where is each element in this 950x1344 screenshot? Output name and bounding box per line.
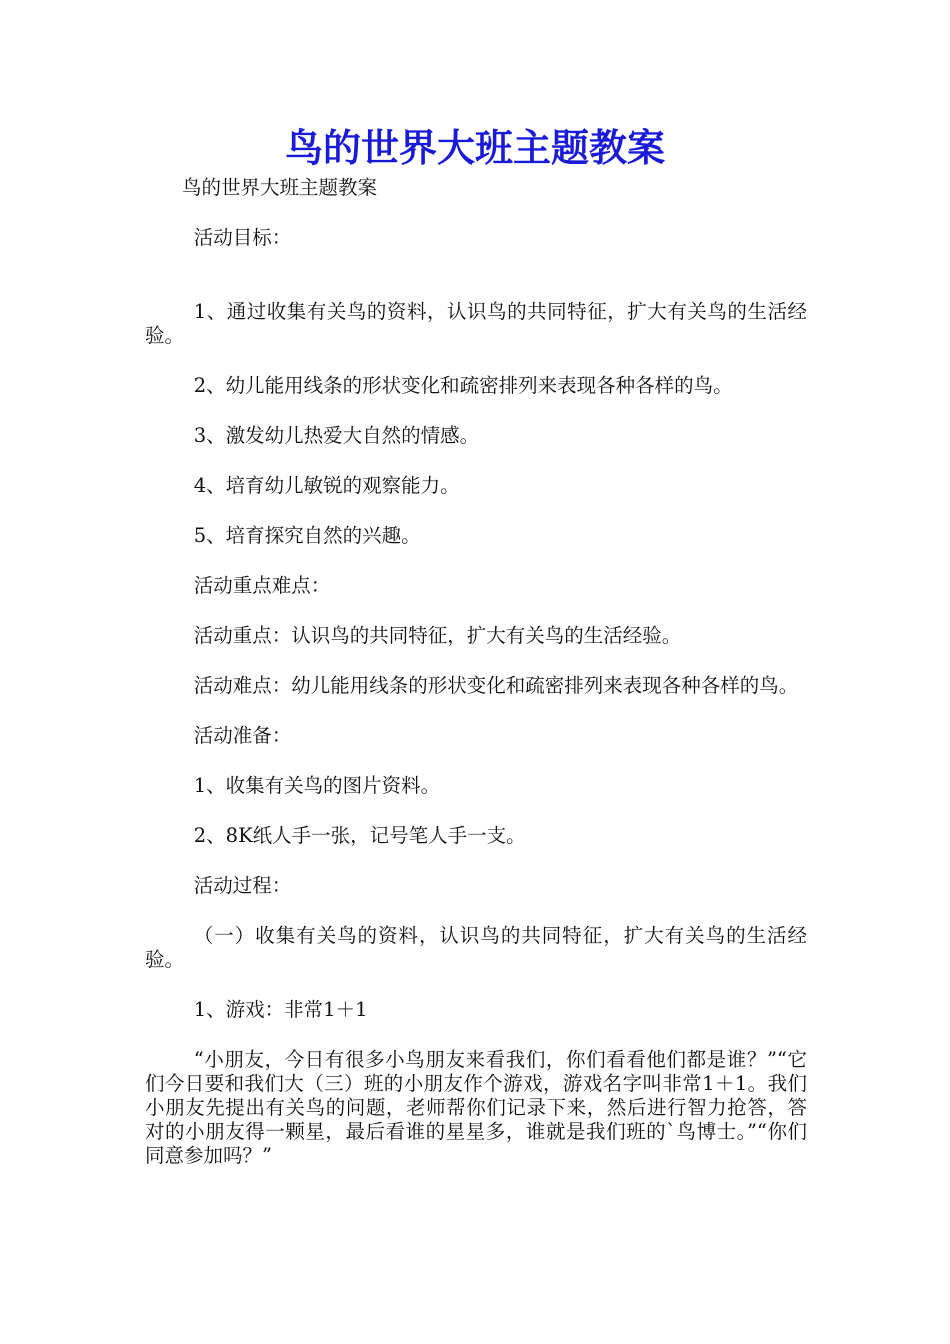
goal-item-3: 3、激发幼儿热爱大自然的情感。 bbox=[193, 424, 480, 447]
process-step-1: （一）收集有关鸟的资料，认识鸟的共同特征，扩大有关鸟的生活经验。 bbox=[145, 924, 807, 971]
key-point: 活动重点：认识鸟的共同特征，扩大有关鸟的生活经验。 bbox=[193, 624, 682, 647]
goal-item-5: 5、培育探究自然的兴趣。 bbox=[193, 524, 421, 547]
process-dialogue: “小朋友，今日有很多小鸟朋友来看我们，你们看看他们都是谁？”“它们今日要和我们大（三）班的小朋友作个游戏，游戏名字叫非常1＋1。我们小朋友先提出有关鸟的问题，老师帮你们记录下来，然后进行智力抢答，答对的小朋友得一颗星，最后看谁的星星多，谁就是我们班的`鸟博士。”“你们同意参加吗？” bbox=[145, 1048, 807, 1167]
goal-item-1: 1、通过收集有关鸟的资料，认识鸟的共同特征，扩大有关鸟的生活经验。 bbox=[145, 300, 807, 347]
preparation-item-1: 1、收集有关鸟的图片资料。 bbox=[193, 774, 441, 797]
difficult-point: 活动难点：幼儿能用线条的形状变化和疏密排列来表现各种各样的鸟。 bbox=[193, 674, 799, 697]
preparation-item-2: 2、8K纸人手一张，记号笔人手一支。 bbox=[193, 824, 526, 847]
document-body bbox=[145, 176, 807, 1168]
section-heading-goals: 活动目标： bbox=[193, 226, 292, 249]
section-heading-preparation: 活动准备： bbox=[193, 724, 292, 747]
section-heading-key-points: 活动重点难点： bbox=[193, 574, 331, 597]
section-heading-process: 活动过程： bbox=[193, 874, 292, 897]
subtitle-paragraph: 鸟的世界大班主题教案 bbox=[182, 176, 378, 199]
document-title: 鸟的世界大班主题教案 bbox=[284, 126, 665, 170]
goal-item-4: 4、培育幼儿敏锐的观察能力。 bbox=[193, 474, 460, 497]
goal-item-2: 2、幼儿能用线条的形状变化和疏密排列来表现各种各样的鸟。 bbox=[193, 374, 733, 397]
process-game-heading: 1、游戏：非常1＋1 bbox=[193, 998, 368, 1021]
